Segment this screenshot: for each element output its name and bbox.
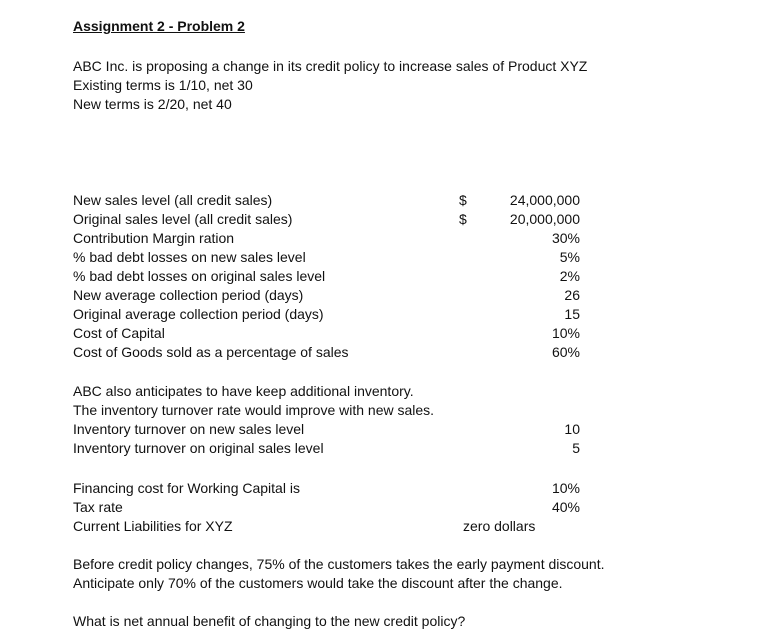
inventory-label: Inventory turnover on new sales level [73, 421, 305, 437]
inventory-value: 5 [572, 440, 580, 456]
param-row [73, 324, 580, 343]
param-value: 15 [564, 306, 580, 322]
param-label: Original sales level (all credit sales) [73, 211, 293, 227]
param-value: 10% [551, 325, 580, 341]
param-label: Contribution Margin ration [73, 230, 235, 246]
param-row [73, 248, 580, 267]
financing-row [73, 517, 580, 536]
financing-value: 10% [551, 480, 580, 496]
param-row [73, 286, 580, 305]
financing-row [73, 479, 580, 498]
inventory-note: The inventory turnover rate would improve with new sales. [73, 402, 435, 418]
param-value: 60% [551, 344, 580, 360]
param-row [73, 305, 580, 324]
inventory-row [73, 439, 580, 458]
inventory-section [73, 382, 580, 458]
financing-section [73, 479, 580, 536]
param-label: Cost of Goods sold as a percentage of sales [73, 344, 349, 360]
inventory-value: 10 [564, 421, 580, 437]
param-label: New sales level (all credit sales) [73, 192, 273, 208]
intro-line: ABC Inc. is proposing a change in its credit policy to increase sales of Product XYZ [73, 58, 588, 74]
param-label: New average collection period (days) [73, 287, 304, 303]
param-value: 24,000,000 [509, 192, 580, 208]
discount-section [73, 555, 605, 593]
financing-value: 40% [551, 499, 580, 515]
param-label: % bad debt losses on original sales level [73, 268, 326, 284]
financing-label: Tax rate [73, 499, 123, 515]
param-row [73, 267, 580, 286]
page-title: Assignment 2 - Problem 2 [73, 18, 245, 34]
param-label: Cost of Capital [73, 325, 165, 341]
param-value: 20,000,000 [509, 211, 580, 227]
param-row [73, 343, 580, 362]
discount-line: Before credit policy changes, 75% of the customers takes the early payment discount. [73, 556, 605, 572]
question: What is net annual benefit of changing to the new credit policy? [73, 613, 466, 629]
intro-line: Existing terms is 1/10, net 30 [73, 77, 253, 93]
param-value: 26 [564, 287, 580, 303]
param-currency: $ [459, 211, 467, 227]
financing-label: Current Liabilities for XYZ [73, 518, 233, 534]
param-value: 2% [559, 268, 580, 284]
financing-row [73, 498, 580, 517]
param-label: % bad debt losses on new sales level [73, 249, 306, 265]
param-label: Original average collection period (days) [73, 306, 324, 322]
financing-label: Financing cost for Working Capital is [73, 480, 300, 496]
intro-line: New terms is 2/20, net 40 [73, 96, 232, 112]
inventory-label: Inventory turnover on original sales level [73, 440, 324, 456]
param-value: 30% [551, 230, 580, 246]
discount-line: Anticipate only 70% of the customers would take the discount after the change. [73, 575, 563, 591]
inventory-note: ABC also anticipates to have keep additional inventory. [73, 383, 414, 399]
param-row [73, 210, 580, 229]
intro-section [73, 57, 587, 114]
financing-value: zero dollars [463, 518, 536, 534]
parameters-table [73, 191, 580, 362]
param-value: 5% [559, 249, 580, 265]
param-row [73, 191, 580, 210]
inventory-row [73, 420, 580, 439]
param-currency: $ [459, 192, 467, 208]
param-row [73, 229, 580, 248]
